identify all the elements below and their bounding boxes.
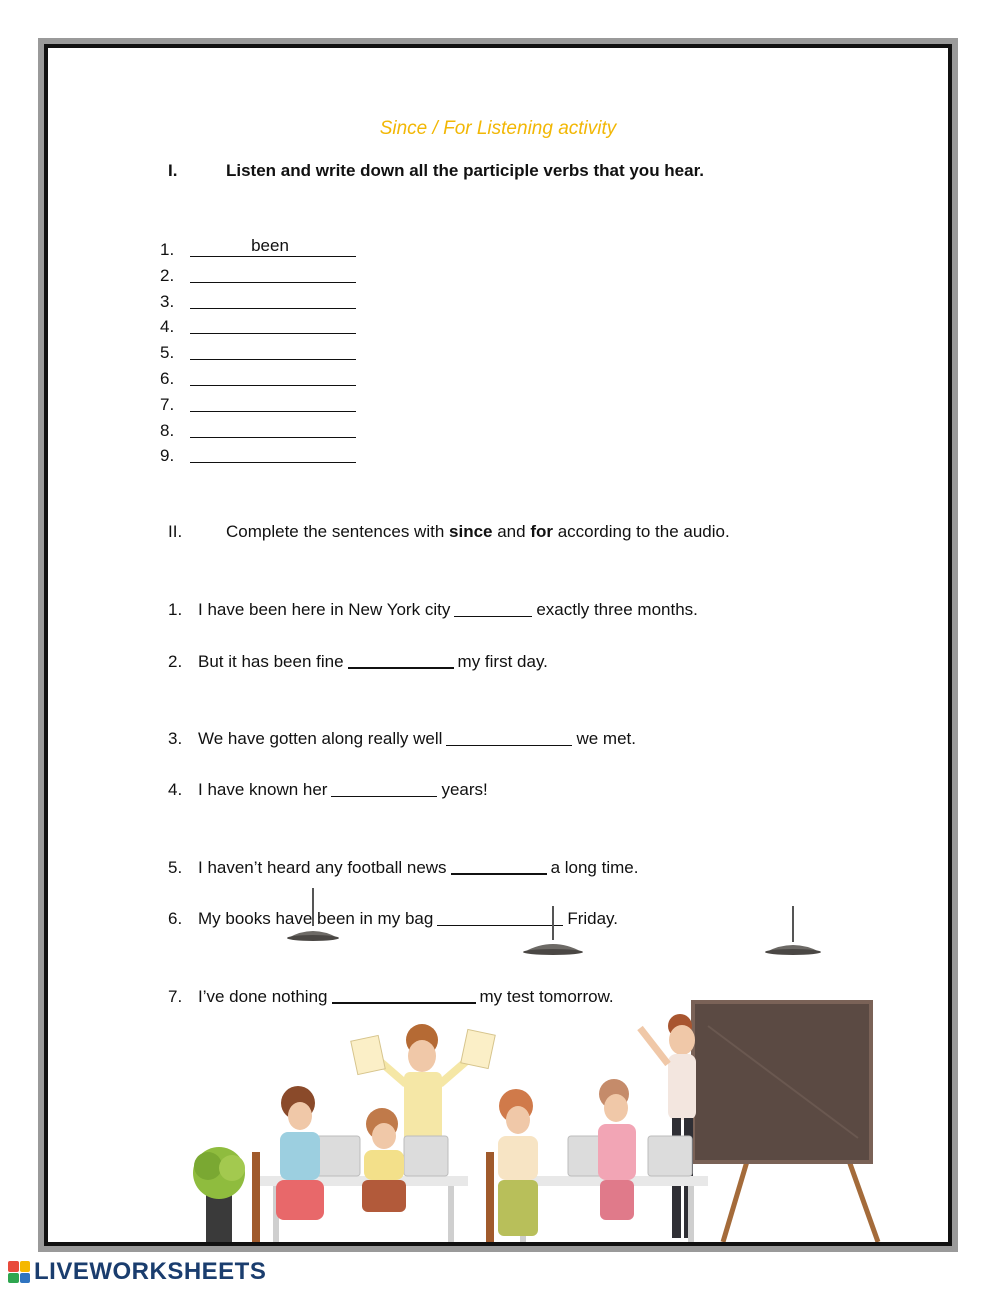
participle-item-5: 5.: [160, 341, 356, 363]
student-figure: [498, 1089, 538, 1236]
sentence-blank-7[interactable]: [332, 986, 476, 1004]
worksheet-page: [48, 48, 948, 1242]
sentence-1: 1. I have been here in New York city exactly three months.: [168, 600, 698, 619]
sentence-5: 5. I haven’t heard any football news a long time.: [168, 858, 639, 877]
teacher-figure: [640, 1014, 696, 1238]
answer-blank-1[interactable]: been: [190, 238, 356, 257]
footer-brand: [8, 1258, 266, 1286]
section-2-instruction: Complete the sentences with since and for according to the audio.: [226, 522, 730, 541]
student-figure: [362, 1108, 406, 1212]
lamp-icon: [287, 888, 339, 941]
answer-blank-8[interactable]: [190, 419, 356, 438]
sentence-blank-3[interactable]: [446, 729, 572, 746]
sentence-blank-1[interactable]: [454, 600, 532, 617]
section-1-instruction: Listen and write down all the participle verbs that you hear.: [226, 161, 704, 180]
sentence-blank-4[interactable]: [331, 780, 437, 797]
lamp-icon: [765, 906, 821, 955]
section-1-number: I.: [168, 161, 178, 180]
answer-blank-6[interactable]: [190, 367, 356, 386]
sentence-3: 3. We have gotten along really well we met.: [168, 729, 636, 748]
student-figure: [276, 1086, 324, 1220]
liveworksheets-logo-icon: [8, 1261, 30, 1283]
brand-name[interactable]: LIVEWORKSHEETS: [34, 1258, 267, 1285]
sentence-4: 4. I have known her years!: [168, 780, 488, 799]
section-2-number: II.: [168, 522, 183, 541]
participle-item-7: 7.: [160, 393, 356, 415]
worksheet-title: Since / For Listening activity: [379, 118, 617, 139]
chair-icon: [252, 1152, 260, 1242]
answer-blank-2[interactable]: [190, 264, 356, 283]
answer-blank-7[interactable]: [190, 393, 356, 412]
sentence-blank-2[interactable]: [348, 651, 454, 669]
laptop-icon: [404, 1136, 448, 1176]
participle-item-4: 4.: [160, 315, 356, 337]
answer-blank-3[interactable]: [190, 290, 356, 309]
sentence-2: 2. But it has been fine my first day.: [168, 652, 548, 671]
participle-item-9: 9.: [160, 444, 356, 466]
participle-item-6: 6.: [160, 367, 356, 389]
answer-blank-5[interactable]: [190, 341, 356, 360]
participle-item-1: 1. been: [160, 238, 356, 260]
sentence-6: 6. My books have been in my bag Friday.: [168, 909, 619, 928]
sentence-7: 7. I’ve done nothing my test tomorrow.: [168, 987, 614, 1006]
answer-blank-4[interactable]: [190, 315, 356, 334]
sentence-blank-5[interactable]: [451, 857, 547, 875]
classroom-illustration: [148, 888, 888, 1242]
participle-item-8: 8.: [160, 419, 356, 441]
laptop-icon: [648, 1136, 692, 1176]
answer-blank-9[interactable]: [190, 444, 356, 463]
laptop-icon: [316, 1136, 360, 1176]
participle-item-2: 2.: [160, 264, 356, 286]
blackboard: [693, 1002, 878, 1242]
plant-icon: [193, 1147, 245, 1242]
student-figure: [598, 1079, 636, 1220]
participle-item-3: 3.: [160, 290, 356, 312]
chair-icon: [486, 1152, 494, 1242]
lamp-icon: [523, 906, 583, 955]
